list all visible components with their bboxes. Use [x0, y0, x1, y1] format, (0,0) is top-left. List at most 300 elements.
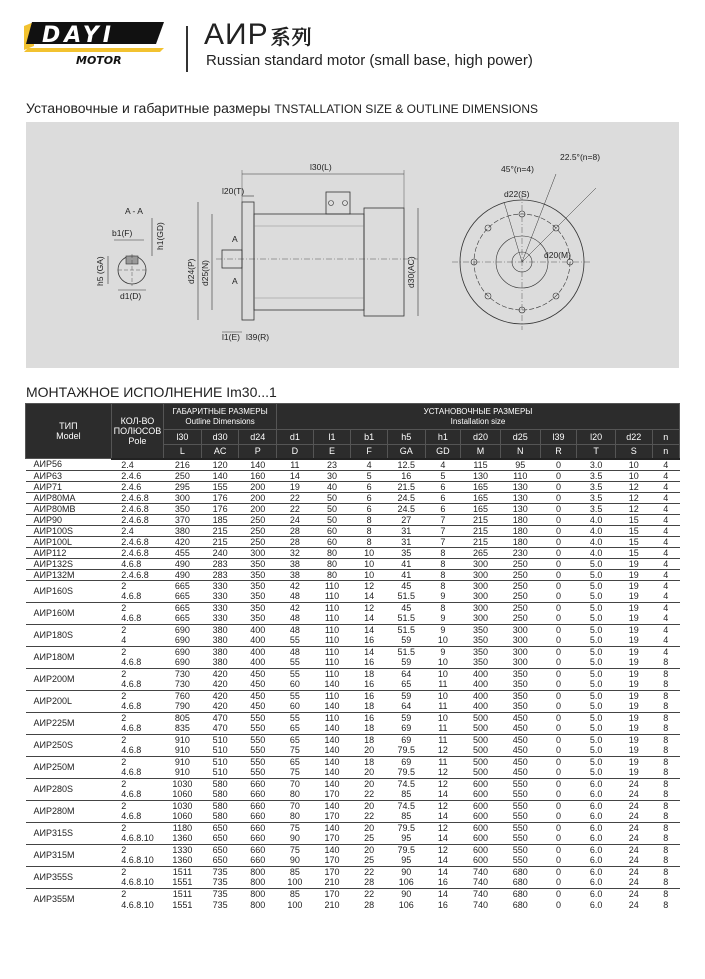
value-cell: 8	[663, 701, 669, 712]
pole-cell: 4	[121, 635, 127, 646]
value-cell: 8	[652, 800, 679, 811]
value-cell: 600	[461, 822, 501, 833]
value-cell: 650	[201, 844, 239, 855]
value-cell: 0	[540, 800, 577, 811]
sub-header-b1: F	[351, 445, 388, 459]
col-header-l1: l1	[313, 430, 351, 445]
value-cell: 15	[615, 547, 652, 558]
dimensions-table-wrap	[25, 403, 680, 910]
value-cell: 450	[250, 701, 266, 712]
pole-cell: 2	[111, 844, 163, 855]
value-cell: 660	[250, 811, 266, 822]
value-cell: 19	[628, 657, 639, 668]
model-cell: АИР250М	[26, 756, 112, 778]
value-cell: 64	[401, 701, 412, 712]
value-cell: 510	[201, 734, 239, 745]
value-cell: 740	[461, 888, 501, 899]
value-cell: 0	[555, 811, 561, 822]
value-cell: 4	[652, 624, 679, 635]
value-cell: 19	[277, 481, 314, 492]
table-row	[26, 877, 680, 888]
value-cell: 0	[555, 591, 561, 602]
value-cell: 3.5	[577, 492, 616, 503]
value-cell: 1551	[172, 899, 193, 910]
table-row	[26, 580, 680, 591]
value-cell: 665	[164, 580, 202, 591]
value-cell: 24	[615, 888, 652, 899]
value-cell: 5.0	[589, 613, 603, 624]
value-cell: 735	[212, 877, 228, 888]
model-cell: АИР160М	[26, 602, 112, 624]
pole-cell: 4.6.8	[121, 789, 142, 800]
value-cell: 5.0	[589, 635, 603, 646]
sub-header-l39: R	[540, 445, 577, 459]
value-cell: 210	[324, 877, 340, 888]
pole-cell: 2	[111, 822, 163, 833]
value-cell: 140	[324, 723, 340, 734]
value-cell: 79.5	[397, 745, 416, 756]
value-cell: 48	[277, 624, 314, 635]
pole-cell: 2	[111, 690, 163, 701]
model-cell: АИР132М	[26, 569, 112, 580]
col-header-d20: d20	[461, 430, 501, 445]
h5-label: h5 (GA)	[95, 256, 105, 286]
value-cell: 0	[555, 723, 561, 734]
value-cell: 350	[239, 569, 277, 580]
value-cell: 510	[212, 745, 228, 756]
value-cell: 1511	[164, 866, 202, 877]
value-cell: 4	[652, 580, 679, 591]
sub-header-d22: S	[615, 445, 652, 459]
value-cell: 100	[287, 899, 303, 910]
value-cell: 170	[313, 888, 351, 899]
value-cell: 550	[512, 811, 528, 822]
value-cell: 600	[473, 833, 489, 844]
value-cell: 550	[239, 712, 277, 723]
value-cell: 350	[473, 635, 489, 646]
col-header-l30: l30	[164, 430, 202, 445]
value-cell: 6	[351, 503, 388, 514]
value-cell: 215	[461, 536, 501, 547]
value-cell: 100	[287, 877, 303, 888]
model-cell: АИР63	[26, 470, 112, 481]
logo-brand-text: DAYI	[42, 23, 115, 48]
value-cell: 170	[324, 833, 340, 844]
value-cell: 0	[540, 558, 577, 569]
value-cell: 4	[652, 602, 679, 613]
value-cell: 800	[239, 866, 277, 877]
value-cell: 490	[164, 569, 202, 580]
value-cell: 12	[437, 767, 448, 778]
value-cell: 8	[652, 712, 679, 723]
type-header: ТИП Model	[26, 404, 112, 459]
value-cell: 55	[289, 657, 300, 668]
pole-cell: 2	[111, 734, 163, 745]
value-cell: 500	[461, 712, 501, 723]
value-cell: 5.0	[589, 745, 603, 756]
value-cell: 730	[164, 668, 202, 679]
value-cell: 790	[174, 701, 190, 712]
table-row	[26, 789, 680, 800]
value-cell: 11	[277, 459, 314, 471]
value-cell: 14	[351, 646, 388, 657]
value-cell: 4.0	[577, 536, 616, 547]
table-row	[26, 525, 680, 536]
value-cell: 0	[540, 778, 577, 789]
value-cell: 835	[174, 723, 190, 734]
table-row	[26, 503, 680, 514]
value-cell: 250	[500, 558, 540, 569]
value-cell: 85	[401, 789, 412, 800]
value-cell: 550	[500, 822, 540, 833]
install-section-title: Установочные и габаритные размеры TNSTALLATION SIZE & OUTLINE DIMENSIONS	[26, 100, 539, 116]
value-cell: 16	[437, 899, 448, 910]
value-cell: 106	[398, 899, 414, 910]
value-cell: 550	[512, 833, 528, 844]
value-cell: 4	[652, 569, 679, 580]
table-row	[26, 536, 680, 547]
value-cell: 25	[364, 855, 375, 866]
value-cell: 24	[615, 822, 652, 833]
d25-label: d25(N)	[200, 260, 210, 286]
table-row	[26, 547, 680, 558]
value-cell: 140	[324, 767, 340, 778]
value-cell: 600	[461, 778, 501, 789]
value-cell: 23	[313, 459, 351, 471]
col-header-l39: l39	[540, 430, 577, 445]
value-cell: 70	[277, 778, 314, 789]
value-cell: 1060	[172, 811, 193, 822]
value-cell: 0	[540, 470, 577, 481]
value-cell: 12.5	[387, 459, 425, 471]
table-row	[26, 756, 680, 767]
value-cell: 176	[201, 492, 239, 503]
value-cell: 8	[652, 668, 679, 679]
value-cell: 0	[540, 547, 577, 558]
value-cell: 90	[387, 888, 425, 899]
value-cell: 650	[201, 822, 239, 833]
value-cell: 74.5	[387, 800, 425, 811]
value-cell: 0	[555, 657, 561, 668]
value-cell: 400	[461, 668, 501, 679]
pole-cell: 4.6.8	[121, 657, 142, 668]
value-cell: 550	[239, 756, 277, 767]
value-cell: 31	[387, 536, 425, 547]
pole-cell: 4.6.8.10	[121, 899, 154, 910]
table-row	[26, 624, 680, 635]
value-cell: 85	[277, 888, 314, 899]
value-cell: 14	[351, 624, 388, 635]
model-cell: АИР280S	[26, 778, 112, 800]
value-cell: 400	[461, 690, 501, 701]
value-cell: 110	[324, 591, 340, 602]
value-cell: 20	[364, 767, 375, 778]
value-cell: 19	[615, 690, 652, 701]
value-cell: 4	[425, 459, 461, 471]
value-cell: 500	[461, 756, 501, 767]
value-cell: 0	[540, 822, 577, 833]
table-row	[26, 569, 680, 580]
value-cell: 6.0	[577, 844, 616, 855]
value-cell: 3.5	[577, 470, 616, 481]
value-cell: 5.0	[577, 624, 616, 635]
value-cell: 19	[615, 668, 652, 679]
d20-label: d20(M)	[544, 250, 571, 260]
pole-cell: 4.6.8	[121, 613, 142, 624]
value-cell: 4	[351, 459, 388, 471]
value-cell: 7	[425, 536, 461, 547]
value-cell: 0	[540, 712, 577, 723]
value-cell: 28	[277, 536, 314, 547]
value-cell: 8	[663, 679, 669, 690]
value-cell: 55	[277, 668, 314, 679]
value-cell: 300	[512, 635, 528, 646]
model-cell: АИР315М	[26, 844, 112, 866]
value-cell: 8	[663, 745, 669, 756]
table-row	[26, 723, 680, 734]
value-cell: 550	[500, 778, 540, 789]
value-cell: 250	[239, 525, 277, 536]
value-cell: 680	[500, 888, 540, 899]
value-cell: 6.0	[577, 800, 616, 811]
value-cell: 22	[364, 811, 375, 822]
dayi-motor-logo	[24, 22, 174, 66]
value-cell: 19	[615, 712, 652, 723]
table-row	[26, 822, 680, 833]
value-cell: 70	[277, 800, 314, 811]
table-row	[26, 481, 680, 492]
value-cell: 300	[164, 492, 202, 503]
value-cell: 28	[364, 877, 375, 888]
value-cell: 140	[313, 844, 351, 855]
value-cell: 5.0	[577, 580, 616, 591]
sub-header-l30: L	[164, 445, 202, 459]
outline-header: ГАБАРИТНЫЕ РАЗМЕРЫ Outline Dimensions	[164, 404, 277, 430]
logo-sub-text: MOTOR	[76, 54, 122, 66]
value-cell: 140	[239, 459, 277, 471]
value-cell: 24	[628, 789, 639, 800]
value-cell: 490	[164, 558, 202, 569]
value-cell: 12	[615, 492, 652, 503]
value-cell: 110	[313, 580, 351, 591]
col-header-d24: d24	[239, 430, 277, 445]
value-cell: 8	[663, 811, 669, 822]
col-header-d30: d30	[201, 430, 239, 445]
value-cell: 18	[351, 668, 388, 679]
value-cell: 6.0	[577, 888, 616, 899]
series-subtitle: Russian standard motor (small base, high power)	[206, 52, 533, 69]
value-cell: 24	[277, 514, 314, 525]
value-cell: 8	[425, 569, 461, 580]
value-cell: 10	[615, 459, 652, 471]
value-cell: 5.0	[577, 569, 616, 580]
value-cell: 450	[512, 723, 528, 734]
value-cell: 74.5	[387, 778, 425, 789]
table-row	[26, 800, 680, 811]
value-cell: 80	[313, 547, 351, 558]
value-cell: 400	[239, 624, 277, 635]
value-cell: 0	[540, 888, 577, 899]
value-cell: 32	[277, 547, 314, 558]
value-cell: 350	[239, 602, 277, 613]
value-cell: 80	[313, 569, 351, 580]
table-row	[26, 613, 680, 624]
value-cell: 95	[401, 855, 412, 866]
value-cell: 660	[239, 800, 277, 811]
value-cell: 4	[663, 591, 669, 602]
value-cell: 110	[313, 690, 351, 701]
value-cell: 350	[461, 646, 501, 657]
value-cell: 19	[615, 602, 652, 613]
value-cell: 250	[239, 536, 277, 547]
value-cell: 19	[628, 745, 639, 756]
value-cell: 130	[461, 470, 501, 481]
value-cell: 800	[250, 877, 266, 888]
sub-header-h1: GD	[425, 445, 461, 459]
value-cell: 50	[313, 514, 351, 525]
value-cell: 16	[437, 877, 448, 888]
value-cell: 250	[239, 514, 277, 525]
value-cell: 10	[615, 470, 652, 481]
value-cell: 8	[663, 899, 669, 910]
value-cell: 45	[387, 580, 425, 591]
value-cell: 170	[324, 811, 340, 822]
value-cell: 69	[401, 723, 412, 734]
value-cell: 19	[628, 767, 639, 778]
sub-header-d30: AC	[201, 445, 239, 459]
value-cell: 64	[387, 668, 425, 679]
value-cell: 600	[473, 811, 489, 822]
value-cell: 19	[615, 569, 652, 580]
value-cell: 910	[164, 734, 202, 745]
table-row	[26, 492, 680, 503]
value-cell: 11	[438, 679, 448, 690]
value-cell: 350	[512, 679, 528, 690]
d24-label: d24(P)	[186, 258, 196, 284]
value-cell: 1060	[172, 789, 193, 800]
model-cell: АИР71	[26, 481, 112, 492]
value-cell: 300	[473, 591, 489, 602]
value-cell: 5.0	[577, 690, 616, 701]
sub-header-l1: E	[313, 445, 351, 459]
value-cell: 3.5	[577, 481, 616, 492]
value-cell: 22	[364, 789, 375, 800]
pole-cell: 2	[111, 712, 163, 723]
value-cell: 9	[425, 646, 461, 657]
value-cell: 170	[324, 789, 340, 800]
table-row	[26, 657, 680, 668]
value-cell: 910	[174, 745, 190, 756]
value-cell: 19	[628, 635, 639, 646]
value-cell: 42	[277, 580, 314, 591]
value-cell: 35	[387, 547, 425, 558]
value-cell: 16	[387, 470, 425, 481]
pole-cell: 2	[111, 624, 163, 635]
value-cell: 8	[425, 580, 461, 591]
value-cell: 14	[364, 613, 375, 624]
value-cell: 660	[250, 789, 266, 800]
value-cell: 12	[425, 844, 461, 855]
sub-header-d25: N	[500, 445, 540, 459]
value-cell: 106	[398, 877, 414, 888]
value-cell: 450	[500, 756, 540, 767]
value-cell: 1030	[164, 778, 202, 789]
model-cell: АИР200L	[26, 690, 112, 712]
value-cell: 21.5	[387, 481, 425, 492]
value-cell: 5.0	[589, 723, 603, 734]
table-row	[26, 734, 680, 745]
value-cell: 300	[461, 580, 501, 591]
value-cell: 550	[250, 767, 266, 778]
value-cell: 600	[461, 844, 501, 855]
table-row	[26, 833, 680, 844]
value-cell: 550	[250, 723, 266, 734]
value-cell: 450	[250, 679, 266, 690]
value-cell: 65	[401, 679, 412, 690]
value-cell: 12	[425, 800, 461, 811]
value-cell: 22	[351, 888, 388, 899]
model-cell: АИР90	[26, 514, 112, 525]
section-mark-bottom: A	[232, 276, 238, 286]
value-cell: 5.0	[589, 679, 603, 690]
value-cell: 140	[324, 745, 340, 756]
value-cell: 24	[628, 899, 639, 910]
table-row	[26, 591, 680, 602]
pole-cell: 2	[111, 668, 163, 679]
pole-cell: 2	[111, 866, 163, 877]
value-cell: 12	[437, 745, 448, 756]
value-cell: 20	[351, 822, 388, 833]
value-cell: 6.0	[577, 778, 616, 789]
value-cell: 80	[313, 558, 351, 569]
value-cell: 660	[239, 778, 277, 789]
value-cell: 380	[201, 646, 239, 657]
value-cell: 79.5	[387, 844, 425, 855]
value-cell: 650	[212, 833, 228, 844]
value-cell: 0	[540, 624, 577, 635]
pole-cell: 2	[111, 602, 163, 613]
value-cell: 19	[628, 701, 639, 712]
value-cell: 6.0	[589, 833, 603, 844]
value-cell: 12	[425, 778, 461, 789]
pole-cell: 4.6.8	[121, 591, 142, 602]
series-title: АИР 系列	[204, 18, 313, 51]
value-cell: 240	[201, 547, 239, 558]
pole-cell: 4.6.8.10	[121, 855, 154, 866]
value-cell: 38	[277, 558, 314, 569]
value-cell: 1030	[164, 800, 202, 811]
value-cell: 350	[164, 503, 202, 514]
value-cell: 130	[500, 503, 540, 514]
value-cell: 6	[425, 492, 461, 503]
value-cell: 65	[277, 756, 314, 767]
value-cell: 16	[351, 690, 388, 701]
col-header-h5: h5	[387, 430, 425, 445]
value-cell: 24	[628, 811, 639, 822]
table-row	[26, 855, 680, 866]
value-cell: 330	[201, 580, 239, 591]
value-cell: 200	[239, 492, 277, 503]
value-cell: 350	[500, 690, 540, 701]
value-cell: 250	[164, 470, 202, 481]
value-cell: 24	[615, 778, 652, 789]
sub-header-d20: M	[461, 445, 501, 459]
pole-cell: 4.6.8	[121, 745, 142, 756]
model-cell: АИР355S	[26, 866, 112, 888]
value-cell: 690	[164, 624, 202, 635]
value-cell: 50	[313, 503, 351, 514]
table-row	[26, 888, 680, 899]
